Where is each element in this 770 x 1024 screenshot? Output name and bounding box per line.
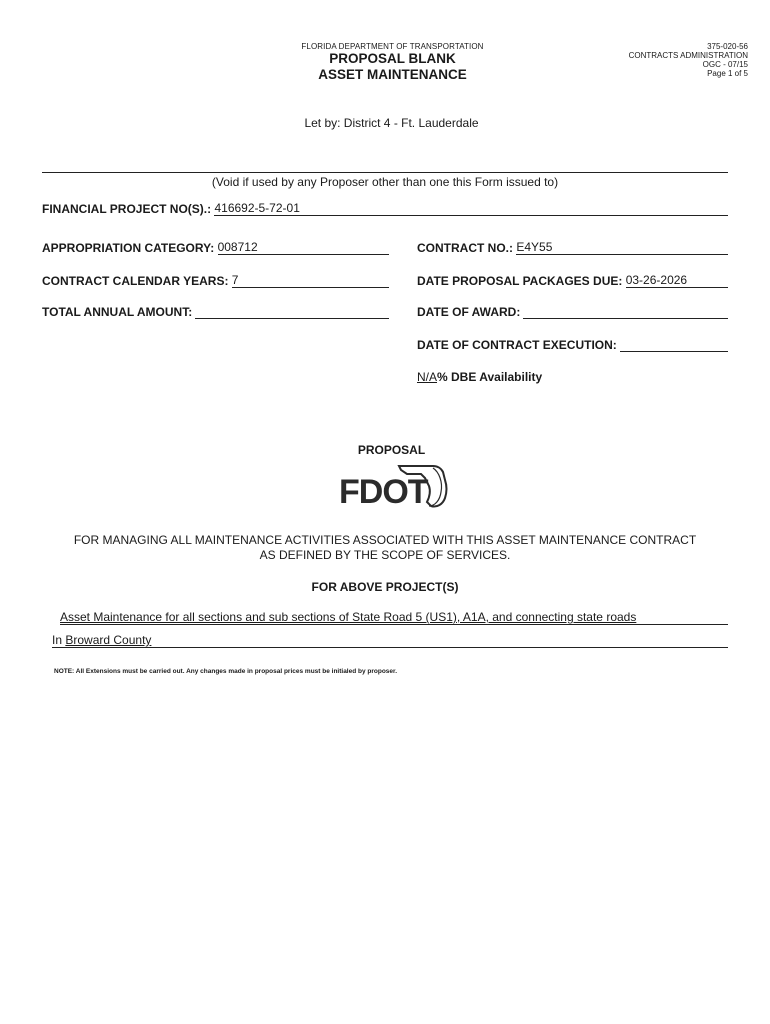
scope-description-line2: AS DEFINED BY THE SCOPE OF SERVICES. <box>259 548 511 562</box>
extensions-note: NOTE: All Extensions must be carried out. Any changes made in proposal prices must be initialed by proposer. <box>54 668 398 675</box>
date-of-execution-label: DATE OF CONTRACT EXECUTION: <box>417 338 617 352</box>
appropriation-label: APPROPRIATION CATEGORY: <box>42 241 215 255</box>
divider-rule <box>42 172 728 173</box>
dbe-value[interactable]: N/A <box>417 370 438 384</box>
date-of-award-input[interactable] <box>523 318 728 319</box>
date-of-award-field <box>417 305 728 319</box>
fdot-logo-graphic <box>337 460 451 514</box>
appropriation-field <box>42 240 389 255</box>
calendar-years-field <box>42 273 389 288</box>
form-title-line1: PROPOSAL BLANK <box>329 51 456 66</box>
annual-amount-field <box>42 305 389 319</box>
contract-no-value[interactable]: E4Y55 <box>516 240 728 255</box>
form-title <box>270 51 515 83</box>
agency-name: FLORIDA DEPARTMENT OF TRANSPORTATION <box>301 42 484 51</box>
date-of-award-label: DATE OF AWARD: <box>417 305 521 319</box>
form-title-line2: ASSET MAINTENANCE <box>318 67 467 82</box>
project-description[interactable]: Asset Maintenance for all sections and sub sections of State Road 5 (US1), A1A, and connecting state roads <box>60 610 637 624</box>
proposal-heading: PROPOSAL <box>357 443 426 457</box>
contract-no-field <box>417 240 728 255</box>
financial-project-label: FINANCIAL PROJECT NO(S).: <box>42 202 212 216</box>
calendar-years-label: CONTRACT CALENDAR YEARS: <box>42 274 229 288</box>
packages-due-field <box>417 273 728 288</box>
form-info <box>629 42 748 78</box>
county-value[interactable]: Broward County <box>65 633 152 647</box>
form-division: CONTRACTS ADMINISTRATION <box>628 51 748 60</box>
fdot-logo <box>337 460 451 514</box>
let-by-district: Let by: District 4 - Ft. Lauderdale <box>304 116 479 130</box>
form-number: 375-020-56 <box>707 42 748 51</box>
financial-project-field <box>42 201 728 216</box>
scope-description-line1: FOR MANAGING ALL MAINTENANCE ACTIVITIES ASSOCIATED WITH THIS ASSET MAINTENANCE CONTRACT <box>73 533 697 547</box>
date-of-execution-field <box>417 338 728 352</box>
scope-description <box>42 533 728 563</box>
page-number: Page 1 of 5 <box>707 69 748 78</box>
dbe-label: % DBE Availability <box>437 370 543 384</box>
contract-no-label: CONTRACT NO.: <box>417 241 513 255</box>
calendar-years-value[interactable]: 7 <box>232 273 389 288</box>
form-revision: OGC - 07/15 <box>702 60 748 69</box>
county-prefix: In <box>52 633 63 647</box>
dbe-availability <box>417 370 542 384</box>
date-of-execution-input[interactable] <box>620 351 728 352</box>
county-line <box>52 633 728 648</box>
packages-due-value[interactable]: 03-26-2026 <box>626 273 728 288</box>
void-note: (Void if used by any Proposer other than one this Form issued to) <box>211 175 559 189</box>
annual-amount-label: TOTAL ANNUAL AMOUNT: <box>42 305 193 319</box>
project-description-line <box>60 610 728 625</box>
annual-amount-input[interactable] <box>195 318 389 319</box>
fdot-logo-text: FDOT <box>339 473 428 511</box>
financial-project-value[interactable]: 416692-5-72-01 <box>214 201 728 216</box>
appropriation-value[interactable]: 008712 <box>218 240 389 255</box>
packages-due-label: DATE PROPOSAL PACKAGES DUE: <box>417 274 623 288</box>
for-above-projects: FOR ABOVE PROJECT(S) <box>311 580 459 594</box>
